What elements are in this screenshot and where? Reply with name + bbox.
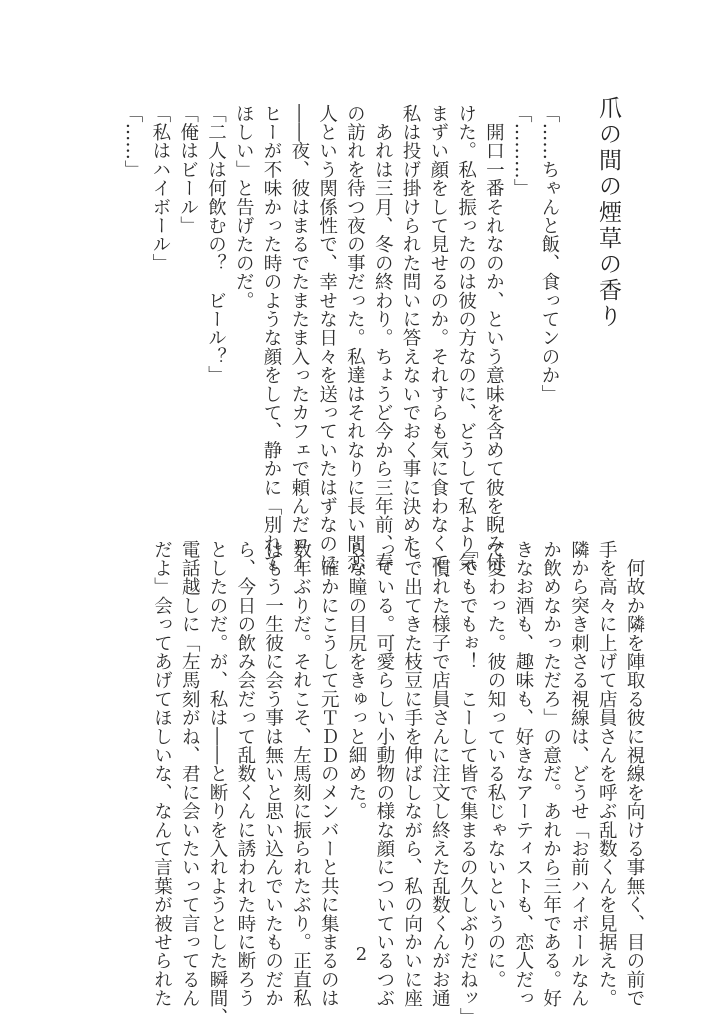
text-column: だよ」会ってあげてほしいな、なんて言葉が被せられた [151, 540, 173, 1008]
text-column: 電話越しに「左馬刻がね、君に会いたいって言ってるん [179, 540, 201, 1008]
text-column: の訪れを待つ夜の事だった。私達はそれなりに長い間恋 [344, 104, 366, 572]
text-column: 開口一番それなのか、という意味を含めて彼を睨み付 [483, 104, 505, 572]
chapter-title: 爪の間の煙草の香り [595, 96, 621, 330]
text-column: か飲めなかっただろ」の意だ。あれから三年である。好 [540, 540, 562, 1008]
text-column: 何故か隣を陣取る彼に視線を向ける事無く、目の前で [624, 540, 645, 1008]
text-block-top [118, 104, 563, 591]
text-column: 「………」 [511, 104, 533, 198]
text-column: 「でもでもぉ！ こーして皆で集まるの久しぶりだねッ」 [457, 540, 479, 1026]
text-column: しで出てきた枝豆に手を伸ばしながら、私の向かいに座 [401, 540, 423, 1008]
text-column: 慣れた様子で店員さんに注文し終えた乱数くんがお通 [429, 540, 451, 1008]
text-column: 「私はハイボール」 [149, 104, 171, 273]
text-column: らな瞳の目尻をきゅっと細めた。 [346, 540, 368, 821]
text-column: 確かにこうして元ＴＤＤのメンバーと共に集まるのは [318, 540, 340, 1008]
text-column: ら、今日の飲み会だって乱数くんに誘われた時に断ろう [234, 540, 256, 1008]
text-column: あれは三月、冬の終わり。ちょうど今から三年前、春 [372, 104, 394, 572]
text-column: ――夜、彼はまるでたまたま入ったカフェで頼んだコー [288, 104, 310, 572]
text-column: ほしい」と告げたのだ。 [233, 104, 255, 310]
text-column: 手を高々に上げて店員さんを呼ぶ乱数くんを見据えた。 [596, 540, 618, 1008]
text-column: 「……ちゃんと飯、食ってンのか」 [539, 104, 560, 404]
text-column: まずい顔をして見せるのか。それすらも気に食わなくて、 [427, 104, 449, 591]
text-column: きなお酒も、趣味も、好きなアーティストも、恋人だっ [512, 540, 534, 1008]
text-column: としたのだ。が、私は――と断りを入れようとした瞬間、 [207, 540, 229, 1026]
text-column: て変わった。彼の知っている私じゃないというのに。 [485, 540, 507, 989]
text-column: 「……」 [122, 104, 144, 179]
text-column: はもう一生彼に会う事は無いと思い込んでいたものだか [262, 540, 284, 1008]
text-column: ヒーが不味かった時のような顔をして、静かに「別れて [261, 104, 283, 572]
text-column: っている。可愛らしい小動物の様な顔についているつぶ [373, 540, 395, 1008]
text-block-bottom [148, 540, 648, 1026]
text-column: 隣から突き刺さる視線は、どうせ「お前ハイボールなん [568, 540, 590, 1008]
text-column: 数年ぶりだ。それこそ、左馬刻に振られたぶり。正直私 [290, 540, 312, 1008]
text-column: 私は投げ掛けられた問いに答えないでおく事に決めた。 [400, 104, 422, 572]
text-column: 「俺はビール」 [177, 104, 199, 235]
text-column: 人という関係性で、幸せな日々を送っていたはずなのに [316, 104, 338, 572]
text-column: 「二人は何飲むの？ ビール？」 [205, 104, 227, 385]
text-column: けた。私を振ったのは彼の方なのに、どうして私より気 [455, 104, 477, 572]
page-number: 2 [355, 944, 368, 965]
